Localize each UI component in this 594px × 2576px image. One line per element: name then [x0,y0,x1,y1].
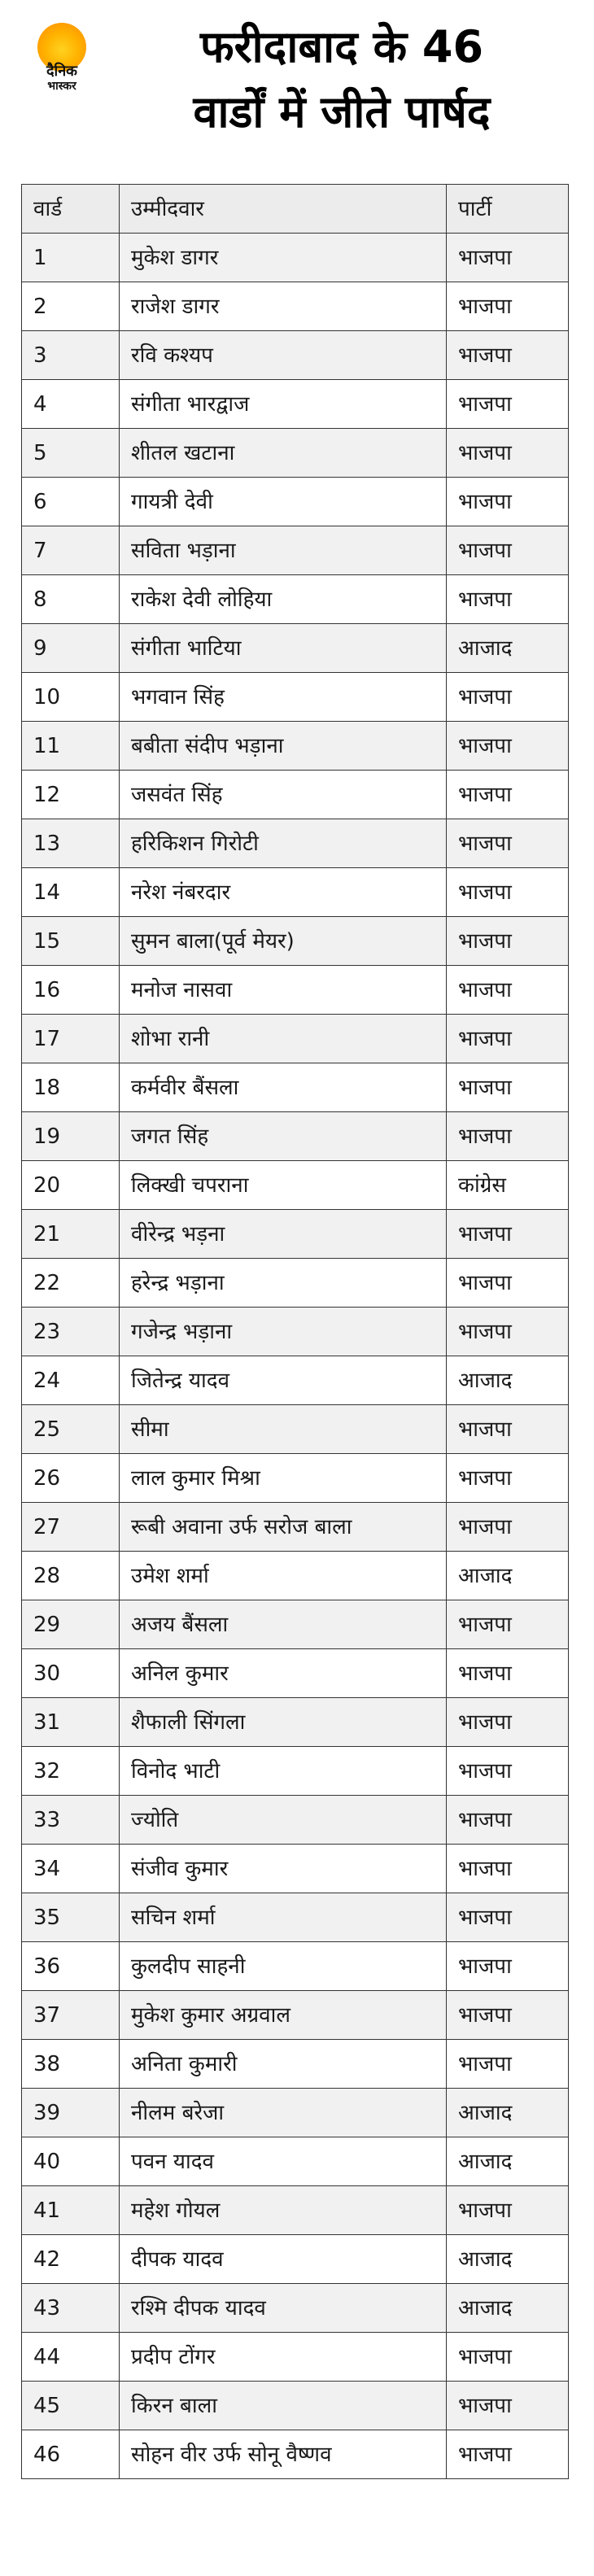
title-line2: वार्डों में जीते पार्षद [193,86,491,138]
title-line1: फरीदाबाद के 46 [199,21,484,72]
party-name: भाजपा [447,526,569,575]
party-name: भाजपा [447,234,569,282]
table-row [22,1503,569,1552]
table-row [22,478,569,526]
candidate-name: महेश गोयल [120,2186,447,2235]
party-name: भाजपा [447,1942,569,1991]
candidate-name: राकेश देवी लोहिया [120,575,447,624]
table-row [22,2089,569,2137]
candidate-name: संजीव कुमार [120,1845,447,1893]
ward-number: 39 [22,2089,120,2137]
party-name: आजाद [447,624,569,673]
party-name: भाजपा [447,966,569,1015]
table-row [22,234,569,282]
ward-number: 28 [22,1552,120,1600]
candidate-name: रूबी अवाना उर्फ सरोज बाला [120,1503,447,1552]
candidate-name: गजेन्द्र भड़ाना [120,1308,447,1356]
ward-number: 22 [22,1259,120,1308]
table-row [22,1845,569,1893]
ward-number: 25 [22,1405,120,1454]
table-row [22,282,569,331]
candidate-name: राजेश डागर [120,282,447,331]
table-row [22,966,569,1015]
candidate-name: कुलदीप साहनी [120,1942,447,1991]
table-row [22,2382,569,2430]
candidate-name: हरिकिशन गिरोटी [120,819,447,868]
table-row [22,1308,569,1356]
ward-number: 5 [22,429,120,478]
ward-number: 10 [22,673,120,722]
candidate-name: शोभा रानी [120,1015,447,1063]
candidate-name: मनोज नासवा [120,966,447,1015]
ward-number: 32 [22,1747,120,1796]
ward-number: 43 [22,2284,120,2333]
table-row [22,1405,569,1454]
ward-number: 6 [22,478,120,526]
ward-number: 26 [22,1454,120,1503]
table-row [22,1942,569,1991]
table-row [22,2284,569,2333]
candidate-name: जगत सिंह [120,1112,447,1161]
ward-number: 13 [22,819,120,868]
candidate-name: कर्मवीर बैंसला [120,1063,447,1112]
ward-number: 27 [22,1503,120,1552]
page-title [114,15,570,145]
table-row [22,2235,569,2284]
party-name: भाजपा [447,1503,569,1552]
candidate-name: भगवान सिंह [120,673,447,722]
table-row [22,1698,569,1747]
table-row [22,819,569,868]
ward-number: 46 [22,2430,120,2479]
ward-number: 37 [22,1991,120,2040]
ward-number: 9 [22,624,120,673]
table-body [22,234,569,2479]
candidate-name: संगीता भाटिया [120,624,447,673]
logo-text-line2: भास्कर [47,80,76,93]
ward-number: 40 [22,2137,120,2186]
party-name: भाजपा [447,1405,569,1454]
table-row [22,1112,569,1161]
candidate-name: नीलम बरेजा [120,2089,447,2137]
party-name: भाजपा [447,1747,569,1796]
ward-number: 14 [22,868,120,917]
candidate-name: संगीता भारद्वाज [120,380,447,429]
party-name: भाजपा [447,1600,569,1649]
table-row [22,2137,569,2186]
logo-text-line1: दैनिक [46,63,78,80]
ward-number: 45 [22,2382,120,2430]
candidate-name: रश्मि दीपक यादव [120,2284,447,2333]
table-row [22,1063,569,1112]
ward-number: 24 [22,1356,120,1405]
party-name: भाजपा [447,1259,569,1308]
candidate-name: अनिल कुमार [120,1649,447,1698]
ward-number: 8 [22,575,120,624]
party-name: भाजपा [447,1698,569,1747]
candidate-name: शैफाली सिंगला [120,1698,447,1747]
header-party: पार्टी [447,185,569,234]
ward-number: 42 [22,2235,120,2284]
table-row [22,2040,569,2089]
ward-number: 2 [22,282,120,331]
party-name: भाजपा [447,478,569,526]
table-row [22,1893,569,1942]
party-name: भाजपा [447,1063,569,1112]
ward-number: 31 [22,1698,120,1747]
candidate-name: सोहन वीर उर्फ सोनू वैष्णव [120,2430,447,2479]
party-name: भाजपा [447,673,569,722]
ward-number: 11 [22,722,120,771]
ward-number: 4 [22,380,120,429]
party-name: आजाद [447,2235,569,2284]
candidate-name: प्रदीप टोंगर [120,2333,447,2382]
party-name: भाजपा [447,2040,569,2089]
table-row [22,1747,569,1796]
table-row [22,1552,569,1600]
ward-number: 44 [22,2333,120,2382]
table-row [22,526,569,575]
ward-number: 29 [22,1600,120,1649]
table-row [22,380,569,429]
candidate-name: उमेश शर्मा [120,1552,447,1600]
ward-number: 7 [22,526,120,575]
table-row [22,2430,569,2479]
candidate-name: दीपक यादव [120,2235,447,2284]
candidate-name: जितेन्द्र यादव [120,1356,447,1405]
candidate-name: सुमन बाला(पूर्व मेयर) [120,917,447,966]
candidate-name: बबीता संदीप भड़ाना [120,722,447,771]
ward-number: 23 [22,1308,120,1356]
candidate-name: जसवंत सिंह [120,771,447,819]
party-name: भाजपा [447,1893,569,1942]
ward-number: 18 [22,1063,120,1112]
party-name: भाजपा [447,429,569,478]
table-row [22,1210,569,1259]
party-name: भाजपा [447,1112,569,1161]
candidate-name: लाल कुमार मिश्रा [120,1454,447,1503]
candidate-name: अनिता कुमारी [120,2040,447,2089]
table-row [22,1991,569,2040]
party-name: भाजपा [447,1308,569,1356]
candidate-name: मुकेश डागर [120,234,447,282]
ward-number: 17 [22,1015,120,1063]
candidate-name: सचिन शर्मा [120,1893,447,1942]
ward-number: 34 [22,1845,120,1893]
party-name: भाजपा [447,722,569,771]
party-name: भाजपा [447,1796,569,1845]
party-name: भाजपा [447,819,569,868]
party-name: आजाद [447,2284,569,2333]
candidate-name: विनोद भाटी [120,1747,447,1796]
table-row [22,1259,569,1308]
table-row [22,1015,569,1063]
table-row [22,722,569,771]
party-name: भाजपा [447,1991,569,2040]
table-row [22,868,569,917]
table-row [22,575,569,624]
header-candidate: उम्मीदवार [120,185,447,234]
candidate-name: सीमा [120,1405,447,1454]
table-header-row [22,185,569,234]
candidate-name: अजय बैंसला [120,1600,447,1649]
table-row [22,771,569,819]
candidate-name: सविता भड़ाना [120,526,447,575]
candidate-name: नरेश नंबरदार [120,868,447,917]
party-name: भाजपा [447,1210,569,1259]
candidate-name: वीरेन्द्र भड़ना [120,1210,447,1259]
party-name: भाजपा [447,2430,569,2479]
ward-number: 41 [22,2186,120,2235]
header [0,0,594,163]
party-name: भाजपा [447,771,569,819]
party-name: आजाद [447,1552,569,1600]
party-name: भाजपा [447,1649,569,1698]
table-row [22,1454,569,1503]
party-name: आजाद [447,1356,569,1405]
ward-results-table [21,184,569,2479]
header-ward: वार्ड [22,185,120,234]
party-name: भाजपा [447,917,569,966]
party-name: भाजपा [447,868,569,917]
ward-number: 15 [22,917,120,966]
table-row [22,1356,569,1405]
party-name: आजाद [447,2137,569,2186]
candidate-name: ज्योति [120,1796,447,1845]
table-row [22,331,569,380]
ward-number: 20 [22,1161,120,1210]
party-name: भाजपा [447,380,569,429]
ward-number: 21 [22,1210,120,1259]
ward-number: 38 [22,2040,120,2089]
party-name: भाजपा [447,2186,569,2235]
candidate-name: हरेन्द्र भड़ाना [120,1259,447,1308]
party-name: भाजपा [447,1015,569,1063]
party-name: भाजपा [447,282,569,331]
table-row [22,1600,569,1649]
table-row [22,624,569,673]
table-row [22,917,569,966]
ward-number: 19 [22,1112,120,1161]
table-row [22,1649,569,1698]
party-name: भाजपा [447,575,569,624]
ward-number: 33 [22,1796,120,1845]
ward-number: 30 [22,1649,120,1698]
candidate-name: लिक्खी चपराना [120,1161,447,1210]
table-row [22,673,569,722]
table-row [22,2186,569,2235]
ward-number: 3 [22,331,120,380]
candidate-name: गायत्री देवी [120,478,447,526]
party-name: भाजपा [447,1845,569,1893]
candidate-name: मुकेश कुमार अग्रवाल [120,1991,447,2040]
candidate-name: शीतल खटाना [120,429,447,478]
ward-number: 12 [22,771,120,819]
candidate-name: रवि कश्यप [120,331,447,380]
party-name: भाजपा [447,1454,569,1503]
candidate-name: किरन बाला [120,2382,447,2430]
table-row [22,1796,569,1845]
candidate-name: पवन यादव [120,2137,447,2186]
ward-number: 16 [22,966,120,1015]
party-name: भाजपा [447,2333,569,2382]
party-name: भाजपा [447,2382,569,2430]
ward-number: 35 [22,1893,120,1942]
ward-number: 36 [22,1942,120,1991]
table-row [22,1161,569,1210]
ward-number: 1 [22,234,120,282]
table-row [22,2333,569,2382]
party-name: भाजपा [447,331,569,380]
table-row [22,429,569,478]
party-name: कांग्रेस [447,1161,569,1210]
party-name: आजाद [447,2089,569,2137]
dainik-bhaskar-logo [23,18,101,96]
